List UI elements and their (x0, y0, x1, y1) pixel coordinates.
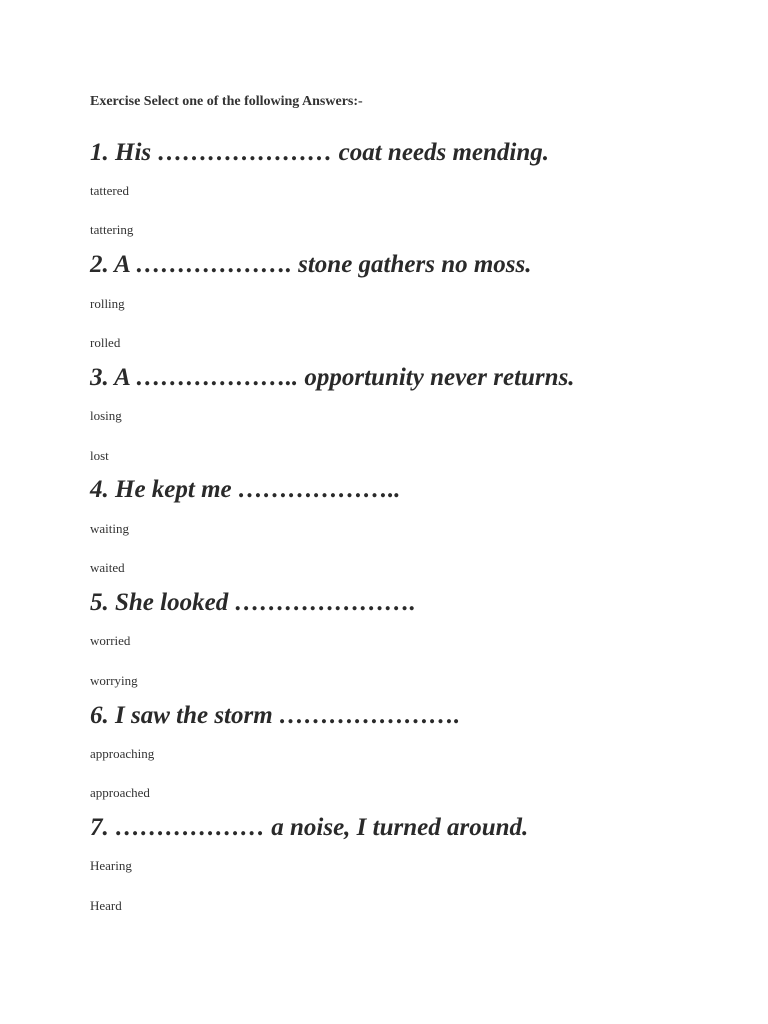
option-5b: worrying (90, 673, 138, 688)
option-7b: Heard (90, 898, 122, 913)
option-2a: rolling (90, 296, 125, 311)
option-1a: tattered (90, 183, 129, 198)
question-3: 3. A ……………….. opportunity never returns. (90, 364, 575, 391)
option-3a: losing (90, 408, 122, 423)
question-6: 6. I saw the storm …………………. (90, 702, 461, 729)
option-1b: tattering (90, 222, 134, 237)
option-4b: waited (90, 560, 125, 575)
option-6a: approaching (90, 746, 155, 761)
option-4a: waiting (90, 521, 129, 536)
option-7a: Hearing (90, 858, 132, 873)
option-3b: lost (90, 448, 109, 463)
question-2: 2. A ………………. stone gathers no moss. (90, 251, 532, 278)
option-6b: approached (90, 785, 150, 800)
question-7: 7. ……………… a noise, I turned around. (90, 814, 529, 841)
exercise-heading: Exercise Select one of the following Answers:- (90, 94, 363, 109)
option-2b: rolled (90, 335, 121, 350)
question-5: 5. She looked …………………. (90, 589, 416, 616)
question-1: 1. His ………………… coat needs mending. (90, 139, 550, 166)
option-5a: worried (90, 633, 131, 648)
question-4: 4. He kept me ……………….. (90, 476, 401, 503)
